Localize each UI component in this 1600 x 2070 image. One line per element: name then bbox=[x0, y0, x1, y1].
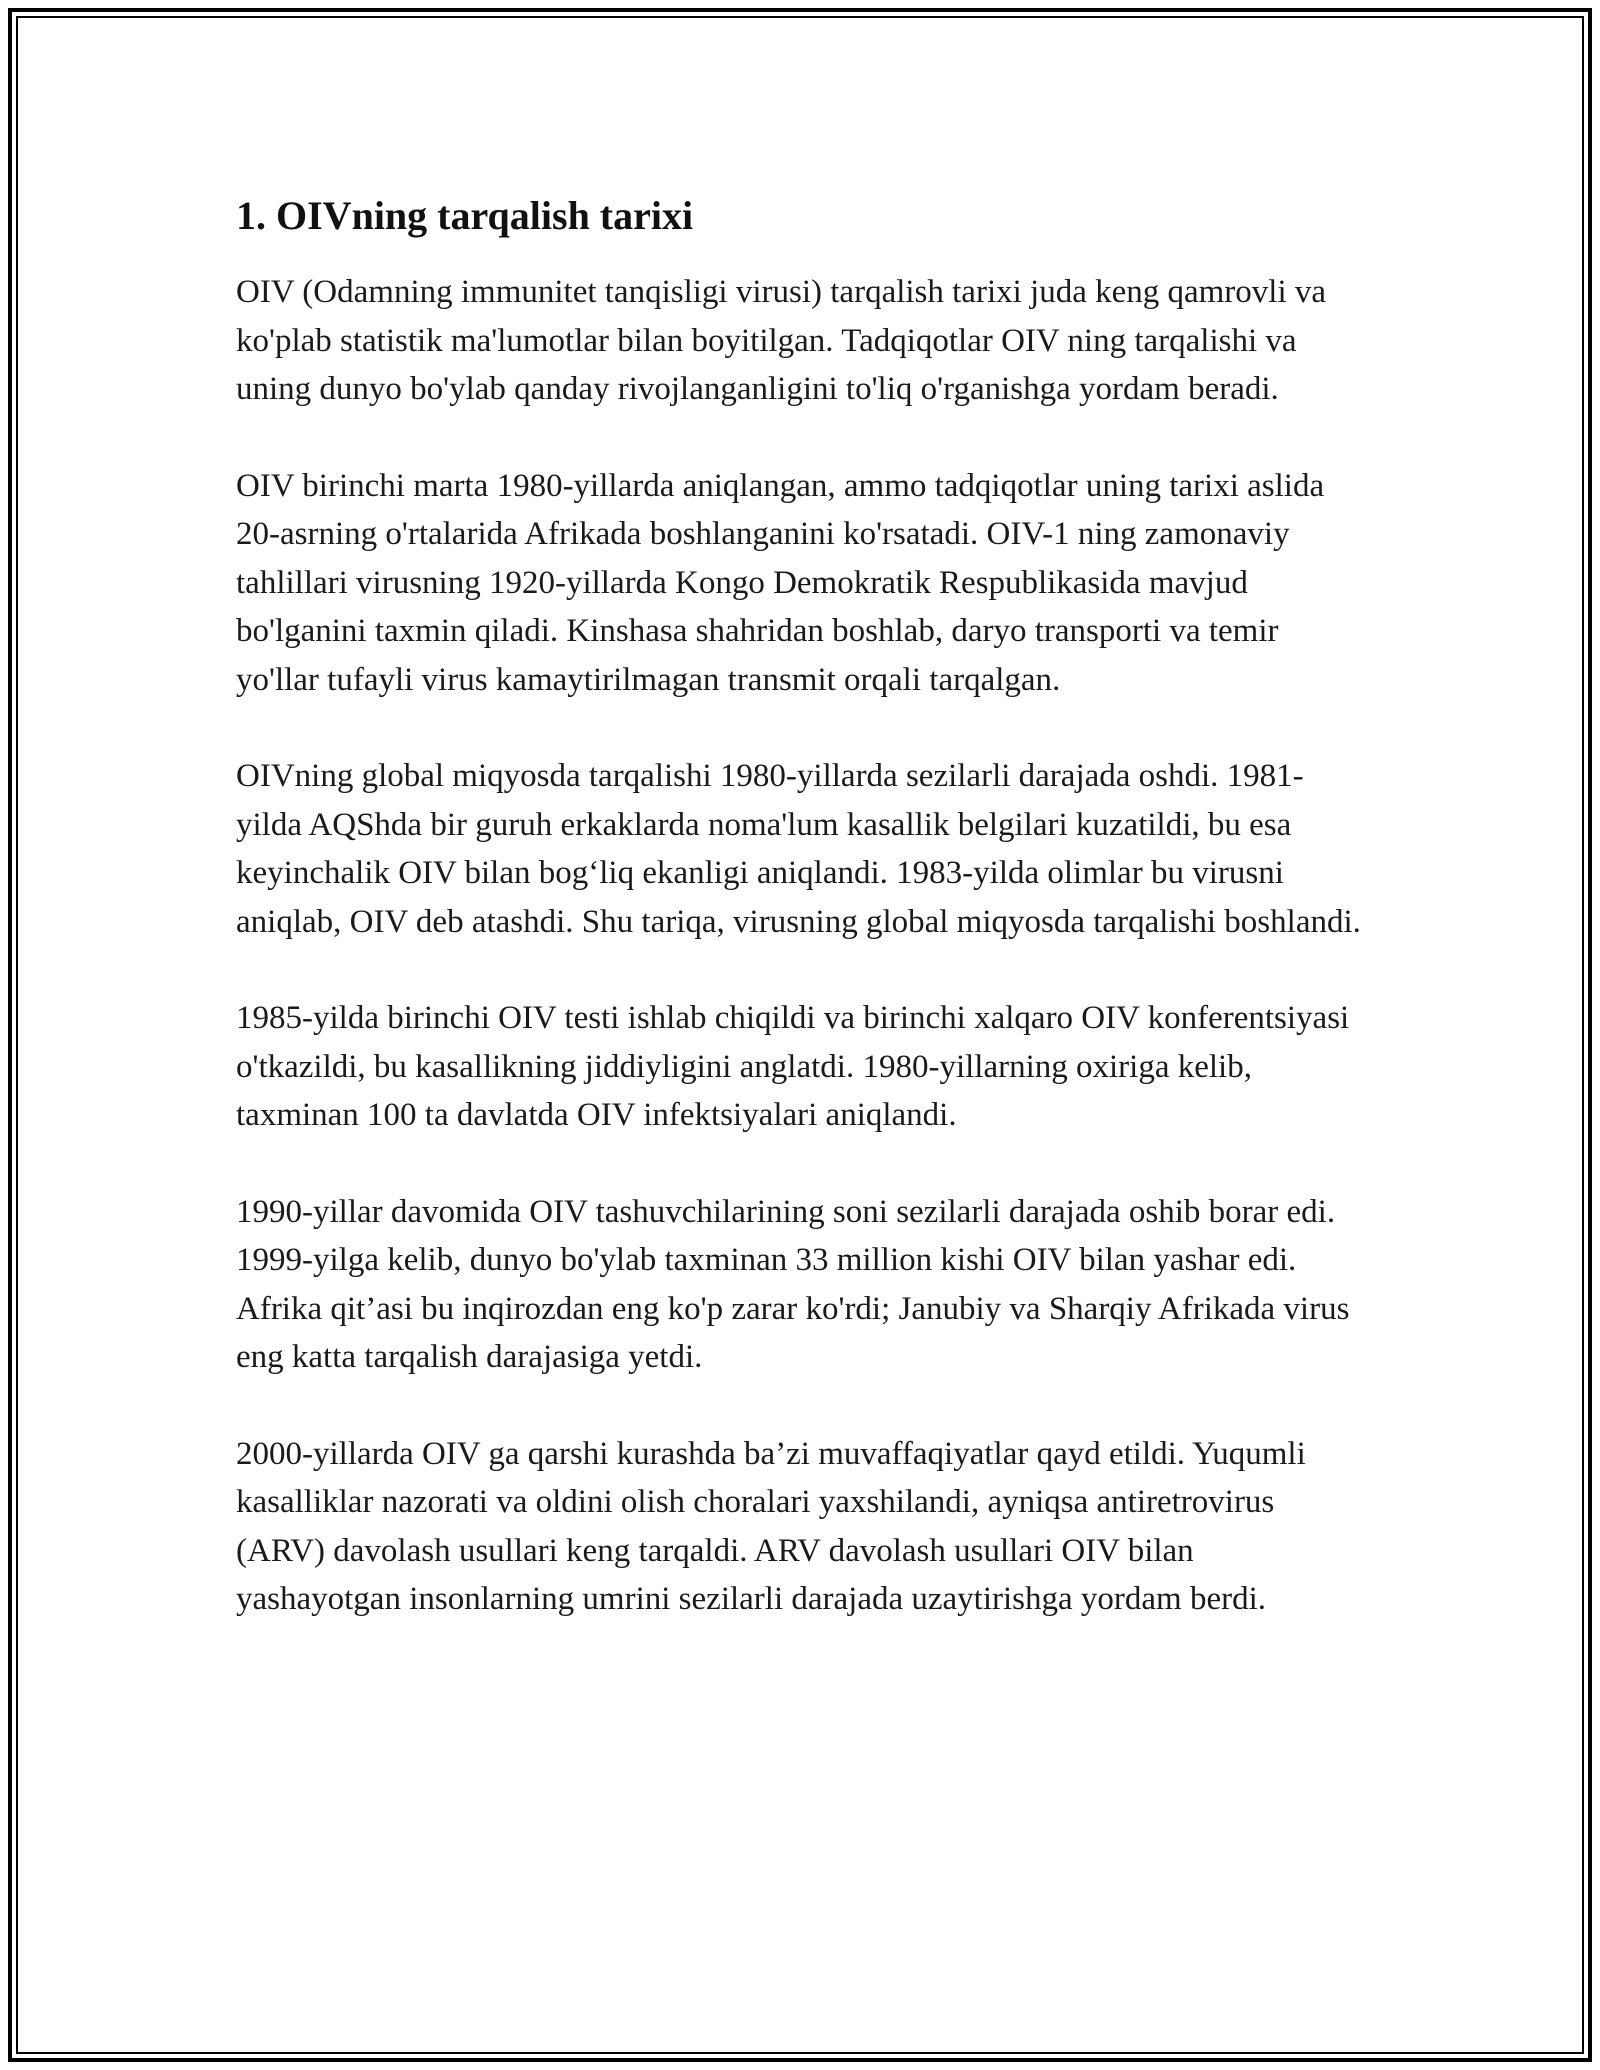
paragraph: OIV (Odamning immunitet tanqisligi virusi) tarqalish tarixi juda keng qamrovli va ko'plab statistik ma'lumotlar bilan boyitilgan. Tadqiqotlar OIV ning tarqalishi va uning dunyo bo'ylab qanday rivojlanganligini to'liq o'rganishga yordam beradi. bbox=[236, 274, 1327, 407]
paragraph: 2000-yillarda OIV ga qarshi kurashda ba’zi muvaffaqiyatlar qayd etildi. Yuqumli kasalliklar nazorati va oldini olish choralari yaxshilandi, ayniqsa antiretrovirus (ARV) davolash usullari keng tarqaldi. ARV davolash usullari OIV bilan yashayotgan insonlarning umrini sezilarli darajada uzaytirishga yordam berdi. bbox=[236, 1435, 1306, 1617]
paragraph: 1990-yillar davomida OIV tashuvchilarining soni sezilarli darajada oshib borar edi. 1999-yilga kelib, dunyo bo'ylab taxminan 33 million kishi OIV bilan yashar edi. Afrika qit’asi bu inqirozdan eng ko'p zarar ko'rdi; Janubiy va Sharqiy Afrikada virus eng katta tarqalish darajasiga yetdi. bbox=[236, 1193, 1350, 1375]
paragraph: OIVning global miqyosda tarqalishi 1980-yillarda sezilarli darajada oshdi. 1981-yilda AQShda bir guruh erkaklarda noma'lum kasallik belgilari kuzatildi, bu esa keyinchalik OIV bilan bog‘liq ekanligi aniqlandi. 1983-yilda olimlar bu virusni aniqlab, OIV deb atashdi. Shu tariqa, virusning global miqyosda tarqalishi boshlandi. bbox=[236, 758, 1361, 940]
document-body bbox=[236, 188, 1366, 1672]
paragraph: OIV birinchi marta 1980-yillarda aniqlangan, ammo tadqiqotlar uning tarixi aslida 20-asrning o'rtalarida Afrikada boshlanganini ko'rsatadi. OIV-1 ning zamonaviy tahlillari virusning 1920-yillarda Kongo Demokratik Respublikasida mavjud bo'lganini taxmin qiladi. Kinshasa shahridan boshlab, daryo transporti va temir yo'llar tufayli virus kamaytirilmagan transmit orqali tarqalgan. bbox=[236, 467, 1325, 698]
section-heading: 1. OIVning tarqalish tarixi bbox=[236, 193, 694, 238]
paragraph: 1985-yilda birinchi OIV testi ishlab chiqildi va birinchi xalqaro OIV konferentsiyasi o'tkazildi, bu kasallikning jiddiyligini anglatdi. 1980-yillarning oxiriga kelib, taxminan 100 ta davlatda OIV infektsiyalari aniqlandi. bbox=[236, 1000, 1350, 1133]
